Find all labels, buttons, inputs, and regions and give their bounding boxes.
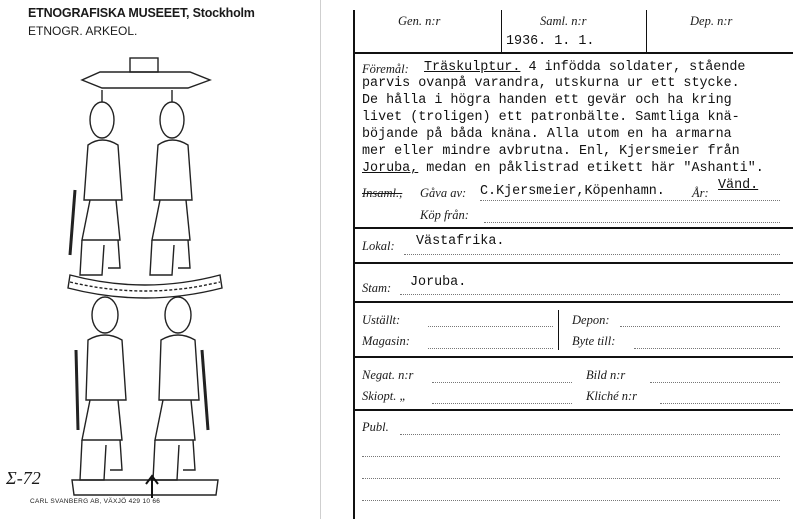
dep-label: Dep. n:r xyxy=(690,14,733,28)
rule-description xyxy=(353,227,793,229)
gava-dotline xyxy=(480,200,780,201)
lokal-value: Västafrika. xyxy=(416,234,505,249)
lower-right-figure xyxy=(153,297,208,480)
description-line: mer eller mindre avbrutna. Enl, Kjersmeier från xyxy=(362,144,740,159)
sculpture-drawing xyxy=(60,50,230,500)
stam-value: Joruba. xyxy=(410,275,467,290)
publ-dotline xyxy=(400,434,780,435)
publ-label: Publ. xyxy=(362,420,389,434)
utstallt-dotline xyxy=(428,326,553,327)
negat-label: Negat. n:r xyxy=(362,368,414,382)
catalogue-signature: Σ-72 xyxy=(6,468,41,488)
foremal-first-rest: 4 infödda soldater, stående xyxy=(520,60,746,75)
kliche-dotline xyxy=(660,403,780,404)
bild-dotline xyxy=(650,382,780,383)
description-line: parvis ovanpå varandra, utskurna ur ett stycke. xyxy=(362,76,740,91)
rule-stam xyxy=(353,301,793,303)
tribe-underlined: Joruba, xyxy=(362,161,419,176)
upper-left-figure xyxy=(70,90,122,275)
publ-dotline xyxy=(362,500,780,501)
printer-imprint: CARL SVANBERG AB, VÄXJÖ 429 10 66 xyxy=(30,498,161,505)
card-fold-line xyxy=(320,0,321,519)
stam-dotline xyxy=(400,294,780,295)
department-name: ETNOGR. ARKEOL. xyxy=(28,24,138,38)
foremal-label: Föremål: xyxy=(362,62,409,76)
saml-label: Saml. n:r xyxy=(540,14,587,28)
description-last-rest: medan en påklistrad etikett här "Ashanti". xyxy=(418,161,764,176)
kop-label: Köp från: xyxy=(420,208,469,222)
storage-divider xyxy=(558,310,559,350)
bild-label: Bild n:r xyxy=(586,368,626,382)
foremal-first-line xyxy=(424,60,745,75)
kliche-label: Kliché n:r xyxy=(586,389,638,403)
gava-value: C.Kjersmeier,Köpenhamn. xyxy=(480,184,665,199)
rule-storage xyxy=(353,356,793,358)
gen-label: Gen. n:r xyxy=(398,14,441,28)
magasin-label: Magasin: xyxy=(362,334,410,348)
saml-value: 1936. 1. 1. xyxy=(506,34,595,49)
byte-label: Byte till: xyxy=(572,334,616,348)
depon-dotline xyxy=(620,326,780,327)
foremal-word: Träskulptur. xyxy=(424,60,521,75)
negat-dotline xyxy=(432,382,572,383)
lokal-label: Lokal: xyxy=(362,239,395,253)
rule-header xyxy=(353,52,793,54)
skiopt-dotline xyxy=(432,403,572,404)
publ-dotline xyxy=(362,478,780,479)
depon-label: Depon: xyxy=(572,313,610,327)
description-last-line xyxy=(362,161,764,176)
byte-dotline xyxy=(634,348,780,349)
museum-name: ETNOGRAFISKA MUSEEET, Stockholm xyxy=(28,6,255,20)
description-line: De hålla i högra handen ett gevär och ha kring xyxy=(362,93,732,108)
utstallt-label: Uställt: xyxy=(362,313,401,327)
insaml-label: Insaml., xyxy=(362,186,403,200)
gava-label: Gåva av: xyxy=(420,186,467,200)
description-line: livet (troligen) ett patronbälte. Samtliga knä- xyxy=(362,110,740,125)
magasin-dotline xyxy=(428,348,553,349)
description-line: böjande på båda knäna. Alla utom en ha armarna xyxy=(362,127,732,142)
skiopt-label: Skiopt. „ xyxy=(362,389,407,403)
upper-right-figure xyxy=(150,90,192,275)
kop-dotline xyxy=(484,222,780,223)
ar-label: År: xyxy=(692,186,709,200)
vand-note: Vänd. xyxy=(718,178,759,193)
lower-left-figure xyxy=(76,297,126,480)
lokal-dotline xyxy=(404,254,780,255)
publ-dotline xyxy=(362,456,780,457)
stam-label: Stam: xyxy=(362,281,392,295)
rule-lokal xyxy=(353,262,793,264)
header-divider-2 xyxy=(646,10,647,52)
rule-photo xyxy=(353,409,793,411)
card-left-border xyxy=(353,10,355,519)
header-divider-1 xyxy=(501,10,502,52)
